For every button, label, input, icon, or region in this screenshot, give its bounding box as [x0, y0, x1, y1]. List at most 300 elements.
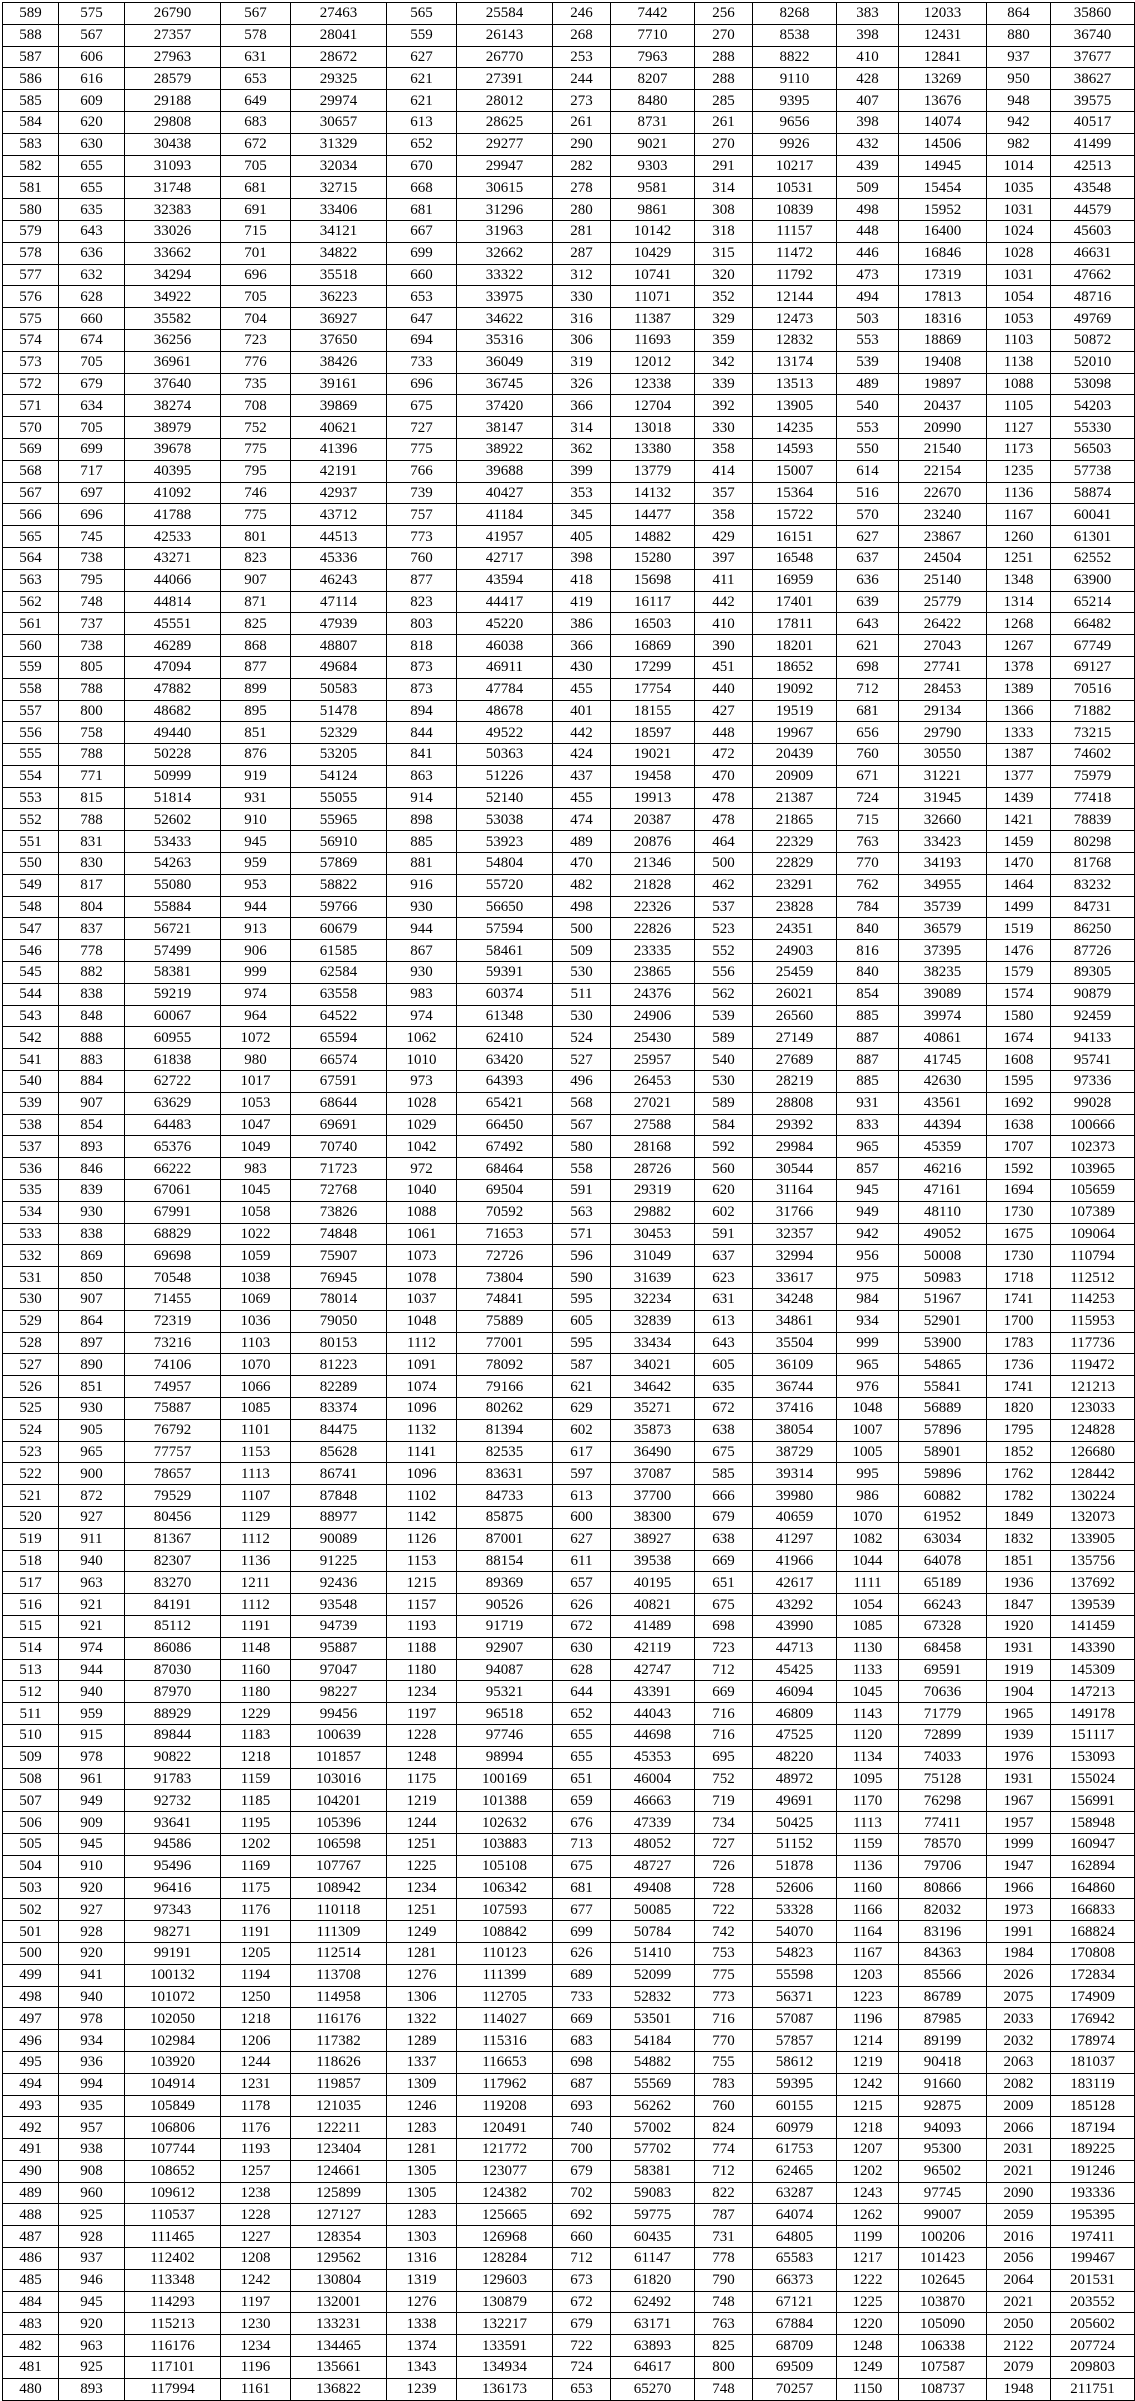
table-row — [3, 569, 1135, 591]
table-cell: 1592 — [987, 1158, 1051, 1180]
table-cell: 47525 — [753, 1724, 837, 1746]
table-cell: 342 — [695, 351, 753, 373]
table-cell: 956 — [837, 1245, 899, 1267]
table-cell: 114958 — [291, 1986, 387, 2008]
table-cell: 330 — [553, 286, 611, 308]
table-cell: 46809 — [753, 1703, 837, 1725]
table-cell: 58381 — [611, 2160, 695, 2182]
table-cell: 974 — [387, 1005, 457, 1027]
table-cell: 401 — [553, 700, 611, 722]
table-cell: 42717 — [457, 547, 553, 569]
table-cell: 1173 — [987, 438, 1051, 460]
table-cell: 762 — [837, 874, 899, 896]
table-cell: 916 — [387, 874, 457, 896]
table-cell: 89369 — [457, 1572, 553, 1594]
table-cell: 1159 — [837, 1833, 899, 1855]
table-cell: 99007 — [899, 2204, 987, 2226]
table-row — [3, 1746, 1135, 1768]
table-cell: 637 — [695, 1245, 753, 1267]
table-cell: 1206 — [221, 2030, 291, 2052]
table-cell: 121213 — [1051, 1376, 1135, 1398]
table-cell: 963 — [59, 1572, 125, 1594]
score-cell: 562 — [3, 591, 59, 613]
table-cell: 123033 — [1051, 1398, 1135, 1420]
table-cell: 80153 — [291, 1332, 387, 1354]
table-cell: 103883 — [457, 1833, 553, 1855]
table-cell: 74602 — [1051, 744, 1135, 766]
table-cell: 784 — [837, 896, 899, 918]
score-cell: 548 — [3, 896, 59, 918]
table-cell: 172834 — [1051, 1964, 1135, 1986]
table-cell: 78657 — [125, 1463, 221, 1485]
table-row — [3, 2073, 1135, 2095]
table-cell: 47161 — [899, 1180, 987, 1202]
table-cell: 1276 — [387, 1964, 457, 1986]
table-cell: 681 — [221, 177, 291, 199]
table-cell: 405 — [553, 526, 611, 548]
table-cell: 46216 — [899, 1158, 987, 1180]
score-cell: 498 — [3, 1986, 59, 2008]
table-cell: 69591 — [899, 1659, 987, 1681]
table-cell: 77001 — [457, 1332, 553, 1354]
table-cell: 111465 — [125, 2226, 221, 2248]
table-cell: 61301 — [1051, 526, 1135, 548]
score-cell: 569 — [3, 438, 59, 460]
table-cell: 390 — [695, 635, 753, 657]
table-cell: 43561 — [899, 1092, 987, 1114]
table-cell: 920 — [59, 2313, 125, 2335]
table-cell: 940 — [59, 1550, 125, 1572]
table-cell: 668 — [387, 177, 457, 199]
table-cell: 36927 — [291, 308, 387, 330]
table-cell: 117101 — [125, 2357, 221, 2379]
table-cell: 26422 — [899, 613, 987, 635]
table-cell: 114293 — [125, 2291, 221, 2313]
table-cell: 78092 — [457, 1354, 553, 1376]
table-cell: 430 — [553, 656, 611, 678]
table-row — [3, 1245, 1135, 1267]
table-cell: 716 — [695, 1703, 753, 1725]
table-cell: 23291 — [753, 874, 837, 896]
table-cell: 80298 — [1051, 831, 1135, 853]
score-cell: 583 — [3, 133, 59, 155]
table-cell: 675 — [553, 1855, 611, 1877]
score-cell: 485 — [3, 2269, 59, 2291]
table-cell: 65594 — [291, 1027, 387, 1049]
table-cell: 2009 — [987, 2095, 1051, 2117]
table-cell: 407 — [837, 90, 899, 112]
table-cell: 22326 — [611, 896, 695, 918]
table-cell: 29808 — [125, 111, 221, 133]
table-cell: 831 — [59, 831, 125, 853]
score-cell: 513 — [3, 1659, 59, 1681]
table-cell: 1219 — [837, 2051, 899, 2073]
table-cell: 23867 — [899, 526, 987, 548]
table-cell: 679 — [553, 2160, 611, 2182]
table-cell: 83270 — [125, 1572, 221, 1594]
table-cell: 114253 — [1051, 1289, 1135, 1311]
table-cell: 620 — [59, 111, 125, 133]
table-cell: 1820 — [987, 1398, 1051, 1420]
table-cell: 53038 — [457, 809, 553, 831]
table-cell: 631 — [695, 1289, 753, 1311]
table-row — [3, 1049, 1135, 1071]
table-cell: 1244 — [221, 2051, 291, 2073]
table-cell: 1378 — [987, 656, 1051, 678]
table-cell: 261 — [553, 111, 611, 133]
table-cell: 1230 — [221, 2313, 291, 2335]
table-cell: 1159 — [221, 1768, 291, 1790]
table-cell: 68709 — [753, 2335, 837, 2357]
table-cell: 1085 — [221, 1398, 291, 1420]
table-cell: 168824 — [1051, 1921, 1135, 1943]
table-cell: 428 — [837, 68, 899, 90]
table-cell: 134934 — [457, 2357, 553, 2379]
table-cell: 60155 — [753, 2095, 837, 2117]
table-cell: 910 — [221, 809, 291, 831]
table-cell: 43271 — [125, 547, 221, 569]
table-cell: 48220 — [753, 1746, 837, 1768]
table-cell: 1054 — [987, 286, 1051, 308]
table-cell: 102050 — [125, 2008, 221, 2030]
table-cell: 126968 — [457, 2226, 553, 2248]
table-cell: 74957 — [125, 1376, 221, 1398]
table-cell: 880 — [987, 24, 1051, 46]
table-cell: 63558 — [291, 983, 387, 1005]
table-cell: 7710 — [611, 24, 695, 46]
table-cell: 191246 — [1051, 2160, 1135, 2182]
table-cell: 34955 — [899, 874, 987, 896]
table-cell: 132217 — [457, 2313, 553, 2335]
table-cell: 672 — [221, 133, 291, 155]
table-cell: 54263 — [125, 853, 221, 875]
table-cell: 315 — [695, 242, 753, 264]
table-cell: 39538 — [611, 1550, 695, 1572]
table-row — [3, 1986, 1135, 2008]
table-cell: 1141 — [387, 1441, 457, 1463]
table-cell: 722 — [553, 2335, 611, 2357]
table-cell: 18869 — [899, 329, 987, 351]
table-cell: 27149 — [753, 1027, 837, 1049]
table-row — [3, 417, 1135, 439]
table-cell: 88929 — [125, 1703, 221, 1725]
table-cell: 907 — [59, 1289, 125, 1311]
table-cell: 87726 — [1051, 940, 1135, 962]
table-cell: 1305 — [387, 2182, 457, 2204]
table-cell: 106598 — [291, 1833, 387, 1855]
table-row — [3, 896, 1135, 918]
table-cell: 1113 — [837, 1812, 899, 1834]
table-cell: 655 — [59, 155, 125, 177]
table-cell: 156991 — [1051, 1790, 1135, 1812]
table-cell: 65270 — [611, 2378, 695, 2400]
table-cell: 35860 — [1051, 3, 1135, 25]
table-cell: 72899 — [899, 1724, 987, 1746]
table-cell: 41489 — [611, 1615, 695, 1637]
table-cell: 683 — [553, 2030, 611, 2052]
table-cell: 49522 — [457, 722, 553, 744]
table-cell: 948 — [987, 90, 1051, 112]
table-cell: 1470 — [987, 853, 1051, 875]
table-cell: 885 — [837, 1071, 899, 1093]
table-cell: 910 — [59, 1855, 125, 1877]
table-cell: 1072 — [221, 1027, 291, 1049]
table-cell: 48716 — [1051, 286, 1135, 308]
table-cell: 76792 — [125, 1419, 221, 1441]
table-cell: 1976 — [987, 1746, 1051, 1768]
table-cell: 82307 — [125, 1550, 221, 1572]
table-cell: 679 — [553, 2313, 611, 2335]
table-cell: 111309 — [291, 1921, 387, 1943]
table-row — [3, 373, 1135, 395]
table-cell: 930 — [59, 1201, 125, 1223]
table-cell: 100169 — [457, 1768, 553, 1790]
table-cell: 1248 — [387, 1746, 457, 1768]
table-cell: 964 — [221, 1005, 291, 1027]
table-cell: 1374 — [387, 2335, 457, 2357]
table-cell: 1931 — [987, 1637, 1051, 1659]
table-cell: 27021 — [611, 1092, 695, 1114]
score-cell: 481 — [3, 2357, 59, 2379]
table-cell: 106342 — [457, 1877, 553, 1899]
table-cell: 676 — [553, 1812, 611, 1834]
table-cell: 478 — [695, 809, 753, 831]
table-cell: 38426 — [291, 351, 387, 373]
table-row — [3, 199, 1135, 221]
table-cell: 14132 — [611, 482, 695, 504]
table-cell: 854 — [837, 983, 899, 1005]
table-cell: 1196 — [221, 2357, 291, 2379]
table-cell: 74848 — [291, 1223, 387, 1245]
table-cell: 96518 — [457, 1703, 553, 1725]
table-cell: 55330 — [1051, 417, 1135, 439]
table-cell: 123077 — [457, 2160, 553, 2182]
table-cell: 101388 — [457, 1790, 553, 1812]
table-cell: 474 — [553, 809, 611, 831]
table-cell: 54203 — [1051, 395, 1135, 417]
score-cell: 579 — [3, 220, 59, 242]
table-cell: 71882 — [1051, 700, 1135, 722]
table-cell: 117994 — [125, 2378, 221, 2400]
table-cell: 18201 — [753, 635, 837, 657]
table-cell: 39974 — [899, 1005, 987, 1027]
table-cell: 824 — [695, 2117, 753, 2139]
table-cell: 95887 — [291, 1637, 387, 1659]
table-cell: 621 — [387, 90, 457, 112]
table-row — [3, 504, 1135, 526]
table-cell: 187194 — [1051, 2117, 1135, 2139]
table-cell: 99028 — [1051, 1092, 1135, 1114]
table-cell: 2050 — [987, 2313, 1051, 2335]
table-cell: 19897 — [899, 373, 987, 395]
table-cell: 1222 — [837, 2269, 899, 2291]
table-cell: 246 — [553, 3, 611, 25]
table-cell: 99191 — [125, 1942, 221, 1964]
table-cell: 306 — [553, 329, 611, 351]
table-cell: 50583 — [291, 678, 387, 700]
table-cell: 48110 — [899, 1201, 987, 1223]
table-cell: 590 — [553, 1267, 611, 1289]
table-cell: 34021 — [611, 1354, 695, 1376]
table-cell: 1580 — [987, 1005, 1051, 1027]
table-cell: 35316 — [457, 329, 553, 351]
table-row — [3, 1964, 1135, 1986]
table-cell: 52832 — [611, 1986, 695, 2008]
score-cell: 492 — [3, 2117, 59, 2139]
table-cell: 288 — [695, 68, 753, 90]
table-cell: 1904 — [987, 1681, 1051, 1703]
table-cell: 32994 — [753, 1245, 837, 1267]
table-cell: 627 — [387, 46, 457, 68]
table-cell: 31748 — [125, 177, 221, 199]
table-cell: 1066 — [221, 1376, 291, 1398]
table-cell: 10531 — [753, 177, 837, 199]
table-cell: 494 — [837, 286, 899, 308]
table-cell: 33026 — [125, 220, 221, 242]
table-cell: 974 — [59, 1637, 125, 1659]
table-cell: 70636 — [899, 1681, 987, 1703]
table-cell: 318 — [695, 220, 753, 242]
score-cell: 496 — [3, 2030, 59, 2052]
table-cell: 1197 — [387, 1703, 457, 1725]
table-cell: 42630 — [899, 1071, 987, 1093]
table-cell: 77418 — [1051, 787, 1135, 809]
table-cell: 41745 — [899, 1049, 987, 1071]
table-cell: 881 — [387, 853, 457, 875]
table-cell: 330 — [695, 417, 753, 439]
table-cell: 649 — [221, 90, 291, 112]
table-cell: 945 — [837, 1180, 899, 1202]
table-cell: 925 — [59, 2204, 125, 2226]
table-cell: 45425 — [753, 1659, 837, 1681]
table-cell: 38300 — [611, 1506, 695, 1528]
table-cell: 51814 — [125, 787, 221, 809]
table-row — [3, 24, 1135, 46]
table-cell: 31639 — [611, 1267, 695, 1289]
table-row — [3, 1877, 1135, 1899]
table-cell: 1251 — [387, 1899, 457, 1921]
table-row — [3, 765, 1135, 787]
table-cell: 12338 — [611, 373, 695, 395]
table-cell: 32357 — [753, 1223, 837, 1245]
table-cell: 1188 — [387, 1637, 457, 1659]
table-cell: 39980 — [753, 1485, 837, 1507]
table-cell: 742 — [695, 1921, 753, 1943]
table-cell: 1223 — [837, 1986, 899, 2008]
score-cell: 484 — [3, 2291, 59, 2313]
table-cell: 59083 — [611, 2182, 695, 2204]
table-cell: 432 — [837, 133, 899, 155]
table-cell: 737 — [59, 613, 125, 635]
table-cell: 63420 — [457, 1049, 553, 1071]
table-cell: 22329 — [753, 831, 837, 853]
table-cell: 44713 — [753, 1637, 837, 1659]
table-cell: 273 — [553, 90, 611, 112]
table-cell: 28012 — [457, 90, 553, 112]
table-cell: 1957 — [987, 1812, 1051, 1834]
table-cell: 35873 — [611, 1419, 695, 1441]
table-cell: 657 — [553, 1572, 611, 1594]
table-cell: 50228 — [125, 744, 221, 766]
table-cell: 1160 — [221, 1659, 291, 1681]
table-cell: 87030 — [125, 1659, 221, 1681]
table-row — [3, 1550, 1135, 1572]
table-cell: 1017 — [221, 1071, 291, 1093]
table-cell: 86741 — [291, 1463, 387, 1485]
score-cell: 509 — [3, 1746, 59, 1768]
score-cell: 558 — [3, 678, 59, 700]
table-row — [3, 1223, 1135, 1245]
table-cell: 55884 — [125, 896, 221, 918]
table-cell: 1242 — [221, 2269, 291, 2291]
table-cell: 11387 — [611, 308, 695, 330]
table-cell: 560 — [695, 1158, 753, 1180]
score-cell: 540 — [3, 1071, 59, 1093]
table-cell: 40195 — [611, 1572, 695, 1594]
table-cell: 40427 — [457, 482, 553, 504]
table-cell: 877 — [387, 569, 457, 591]
table-cell: 11157 — [753, 220, 837, 242]
table-row — [3, 1114, 1135, 1136]
table-cell: 1608 — [987, 1049, 1051, 1071]
table-cell: 930 — [387, 962, 457, 984]
table-cell: 498 — [553, 896, 611, 918]
table-cell: 57594 — [457, 918, 553, 940]
table-cell: 50999 — [125, 765, 221, 787]
table-cell: 83374 — [291, 1398, 387, 1420]
table-cell: 55720 — [457, 874, 553, 896]
table-cell: 965 — [59, 1441, 125, 1463]
table-cell: 503 — [837, 308, 899, 330]
table-row — [3, 2030, 1135, 2052]
table-cell: 783 — [695, 2073, 753, 2095]
table-cell: 1849 — [987, 1506, 1051, 1528]
table-row — [3, 329, 1135, 351]
table-row — [3, 308, 1135, 330]
table-cell: 20387 — [611, 809, 695, 831]
table-cell: 60679 — [291, 918, 387, 940]
table-cell: 838 — [59, 983, 125, 1005]
table-cell: 935 — [59, 2095, 125, 2117]
table-cell: 61952 — [899, 1506, 987, 1528]
table-cell: 18316 — [899, 308, 987, 330]
table-cell: 763 — [837, 831, 899, 853]
table-cell: 1088 — [987, 373, 1051, 395]
table-cell: 11693 — [611, 329, 695, 351]
table-cell: 934 — [837, 1310, 899, 1332]
table-cell: 353 — [553, 482, 611, 504]
table-cell: 25430 — [611, 1027, 695, 1049]
table-cell: 158948 — [1051, 1812, 1135, 1834]
table-cell: 32383 — [125, 199, 221, 221]
table-cell: 10429 — [611, 242, 695, 264]
score-cell: 539 — [3, 1092, 59, 1114]
table-cell: 498 — [837, 199, 899, 221]
table-cell: 472 — [695, 744, 753, 766]
table-cell: 109064 — [1051, 1223, 1135, 1245]
table-cell: 84731 — [1051, 896, 1135, 918]
table-cell: 1175 — [221, 1877, 291, 1899]
table-cell: 124661 — [291, 2160, 387, 2182]
table-cell: 867 — [387, 940, 457, 962]
table-cell: 778 — [59, 940, 125, 962]
table-cell: 207724 — [1051, 2335, 1135, 2357]
table-cell: 605 — [695, 1354, 753, 1376]
table-cell: 539 — [837, 351, 899, 373]
table-cell: 398 — [837, 111, 899, 133]
table-cell: 61753 — [753, 2139, 837, 2161]
score-cell: 505 — [3, 1833, 59, 1855]
